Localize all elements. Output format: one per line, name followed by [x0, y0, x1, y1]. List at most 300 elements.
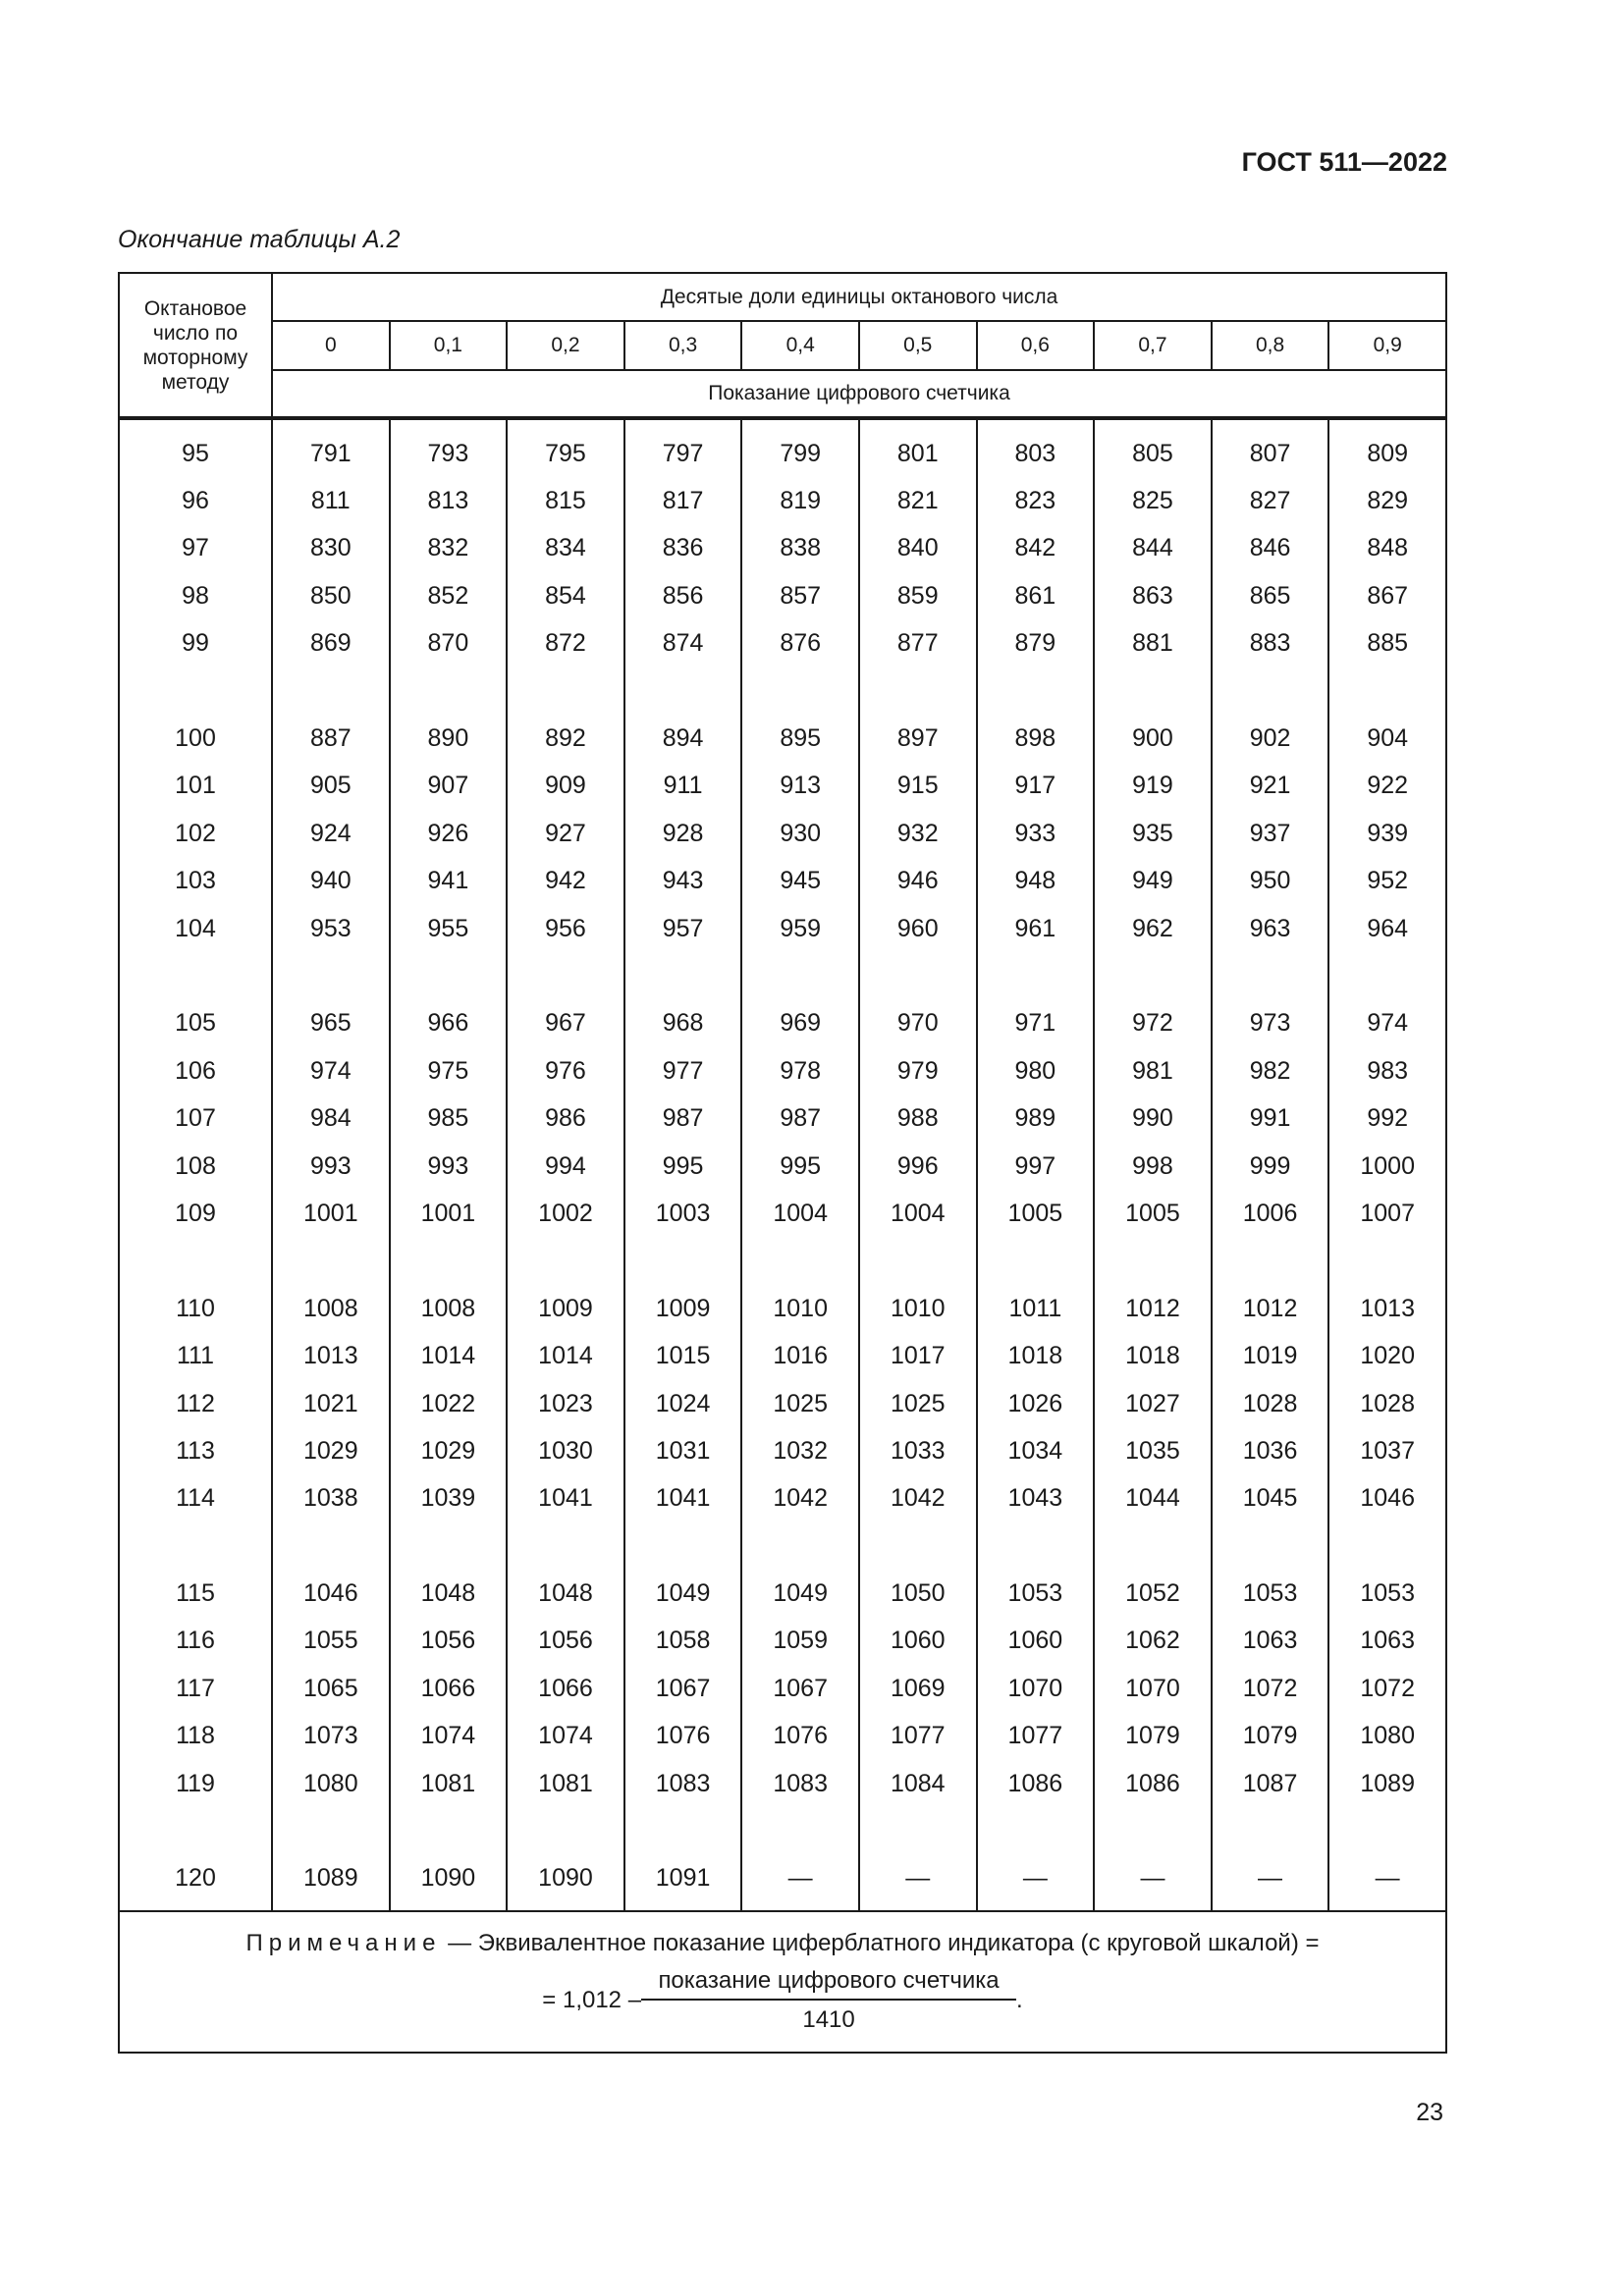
table-row — [119, 525, 1446, 572]
counter-reading-cell: 1065 — [272, 1665, 390, 1712]
octane-number-cell: 98 — [119, 572, 272, 619]
counter-reading-cell: 915 — [859, 763, 977, 810]
counter-reading-cell: 1062 — [1094, 1618, 1212, 1665]
table-row — [119, 1713, 1446, 1760]
counter-reading-cell: 959 — [741, 905, 859, 952]
counter-reading-cell: 974 — [1328, 1000, 1446, 1047]
counter-reading-cell: 900 — [1094, 715, 1212, 762]
counter-reading-cell: 795 — [507, 418, 624, 477]
counter-reading-cell: 1038 — [272, 1475, 390, 1522]
counter-reading-cell: 797 — [624, 418, 742, 477]
counter-reading-cell: 872 — [507, 620, 624, 667]
note-line — [120, 1930, 1445, 1957]
counter-reading-cell: 1063 — [1328, 1618, 1446, 1665]
header-tenth-value: 0,8 — [1212, 321, 1329, 370]
spacer-cell — [507, 952, 624, 999]
octane-number-cell: 120 — [119, 1855, 272, 1911]
counter-reading-cell: 1076 — [741, 1713, 859, 1760]
spacer-cell — [1212, 1522, 1329, 1570]
counter-reading-cell: 834 — [507, 525, 624, 572]
counter-reading-cell: 1012 — [1212, 1285, 1329, 1332]
counter-reading-cell: 1000 — [1328, 1143, 1446, 1190]
counter-reading-cell: 1008 — [272, 1285, 390, 1332]
counter-reading-cell: 991 — [1212, 1095, 1329, 1142]
counter-reading-cell: 1048 — [390, 1570, 508, 1617]
counter-reading-cell: 987 — [741, 1095, 859, 1142]
counter-reading-cell: 865 — [1212, 572, 1329, 619]
table-row — [119, 477, 1446, 524]
counter-reading-cell: 1066 — [507, 1665, 624, 1712]
counter-reading-cell: 1001 — [390, 1190, 508, 1237]
counter-reading-cell: 909 — [507, 763, 624, 810]
octane-number-cell: 103 — [119, 858, 272, 905]
spacer-cell — [390, 952, 508, 999]
counter-reading-cell: 919 — [1094, 763, 1212, 810]
counter-reading-cell: 939 — [1328, 810, 1446, 857]
spacer-cell — [1328, 952, 1446, 999]
counter-reading-cell: 1056 — [390, 1618, 508, 1665]
counter-reading-cell: 815 — [507, 477, 624, 524]
counter-reading-cell: 1087 — [1212, 1760, 1329, 1807]
table-row — [119, 1855, 1446, 1911]
header-tenth-value: 0,7 — [1094, 321, 1212, 370]
spacer-cell — [507, 1238, 624, 1285]
counter-reading-cell: 1045 — [1212, 1475, 1329, 1522]
counter-reading-cell: 892 — [507, 715, 624, 762]
counter-reading-cell: 972 — [1094, 1000, 1212, 1047]
counter-reading-cell: 928 — [624, 810, 742, 857]
counter-reading-cell: 956 — [507, 905, 624, 952]
note-text: — Эквивалентное показание циферблатного индикатора (с круговой шкалой) = — [441, 1930, 1320, 1957]
counter-reading-cell: 981 — [1094, 1047, 1212, 1095]
counter-reading-cell: 1005 — [977, 1190, 1095, 1237]
counter-reading-cell: 982 — [1212, 1047, 1329, 1095]
spacer-cell — [977, 1522, 1095, 1570]
counter-reading-cell: 1015 — [624, 1332, 742, 1379]
counter-reading-cell: 955 — [390, 905, 508, 952]
octane-number-cell: 106 — [119, 1047, 272, 1095]
counter-reading-cell: 791 — [272, 418, 390, 477]
counter-reading-cell: 978 — [741, 1047, 859, 1095]
header-tenth-value: 0,5 — [859, 321, 977, 370]
counter-reading-cell: 1007 — [1328, 1190, 1446, 1237]
table-row — [119, 1665, 1446, 1712]
counter-reading-cell: 1079 — [1094, 1713, 1212, 1760]
counter-reading-cell: 1086 — [1094, 1760, 1212, 1807]
counter-reading-cell: 1091 — [624, 1855, 742, 1911]
counter-reading-cell: 852 — [390, 572, 508, 619]
spacer-cell — [1094, 952, 1212, 999]
counter-reading-cell: 905 — [272, 763, 390, 810]
spacer-cell — [1094, 1522, 1212, 1570]
counter-reading-cell: 859 — [859, 572, 977, 619]
formula-numerator: показание цифрового счетчика — [641, 1967, 1016, 2001]
counter-reading-cell: 976 — [507, 1047, 624, 1095]
table-row — [119, 1285, 1446, 1332]
counter-reading-cell: 832 — [390, 525, 508, 572]
counter-reading-cell: 941 — [390, 858, 508, 905]
counter-reading-cell: 1026 — [977, 1380, 1095, 1427]
counter-reading-cell: 1027 — [1094, 1380, 1212, 1427]
counter-reading-cell: 995 — [741, 1143, 859, 1190]
counter-reading-cell: 1069 — [859, 1665, 977, 1712]
counter-reading-cell: 998 — [1094, 1143, 1212, 1190]
counter-reading-cell: 940 — [272, 858, 390, 905]
counter-reading-cell: 1041 — [507, 1475, 624, 1522]
counter-reading-cell: 838 — [741, 525, 859, 572]
counter-reading-cell: 842 — [977, 525, 1095, 572]
counter-reading-cell: 942 — [507, 858, 624, 905]
counter-reading-cell: 997 — [977, 1143, 1095, 1190]
counter-reading-cell: 913 — [741, 763, 859, 810]
counter-reading-cell: 933 — [977, 810, 1095, 857]
counter-reading-cell: 1060 — [859, 1618, 977, 1665]
table-row — [119, 1095, 1446, 1142]
counter-reading-cell: 830 — [272, 525, 390, 572]
octane-number-cell: 115 — [119, 1570, 272, 1617]
octane-number-cell: 112 — [119, 1380, 272, 1427]
counter-reading-cell: 1039 — [390, 1475, 508, 1522]
counter-reading-cell: 885 — [1328, 620, 1446, 667]
table-row — [119, 1332, 1446, 1379]
octane-number-cell: 114 — [119, 1475, 272, 1522]
counter-reading-cell: 856 — [624, 572, 742, 619]
counter-reading-cell: 1019 — [1212, 1332, 1329, 1379]
counter-reading-cell: 967 — [507, 1000, 624, 1047]
counter-reading-cell: 1011 — [977, 1285, 1095, 1332]
table-row — [119, 418, 1446, 477]
counter-reading-cell: 911 — [624, 763, 742, 810]
table-row — [119, 1475, 1446, 1522]
spacer-cell — [119, 952, 272, 999]
spacer-cell — [1328, 1807, 1446, 1854]
octane-number-cell: 97 — [119, 525, 272, 572]
table-row — [119, 1427, 1446, 1474]
octane-number-cell: 117 — [119, 1665, 272, 1712]
counter-reading-cell: 1018 — [977, 1332, 1095, 1379]
counter-reading-cell: 1021 — [272, 1380, 390, 1427]
counter-reading-cell: — — [1328, 1855, 1446, 1911]
counter-reading-cell: 867 — [1328, 572, 1446, 619]
counter-reading-cell: 869 — [272, 620, 390, 667]
counter-reading-cell: 1013 — [1328, 1285, 1446, 1332]
counter-reading-cell: 1077 — [859, 1713, 977, 1760]
table-row — [119, 715, 1446, 762]
counter-reading-cell: 986 — [507, 1095, 624, 1142]
counter-reading-cell: 793 — [390, 418, 508, 477]
counter-reading-cell: 993 — [390, 1143, 508, 1190]
header-counter-reading: Показание цифрового счетчика — [272, 370, 1446, 418]
header-tenth-value: 0,4 — [741, 321, 859, 370]
counter-reading-cell: 1066 — [390, 1665, 508, 1712]
spacer-cell — [977, 1238, 1095, 1285]
counter-reading-cell: 975 — [390, 1047, 508, 1095]
counter-reading-cell: 993 — [272, 1143, 390, 1190]
counter-reading-cell: 807 — [1212, 418, 1329, 477]
spacer-cell — [624, 1522, 742, 1570]
header-tenths: Десятые доли единицы октанового числа — [272, 273, 1446, 321]
counter-reading-cell: 1063 — [1212, 1618, 1329, 1665]
counter-reading-cell: 1018 — [1094, 1332, 1212, 1379]
group-spacer-row — [119, 667, 1446, 715]
counter-reading-cell: 1089 — [1328, 1760, 1446, 1807]
counter-reading-cell: 819 — [741, 477, 859, 524]
spacer-cell — [859, 667, 977, 715]
counter-reading-cell: 1053 — [1328, 1570, 1446, 1617]
counter-reading-cell: 1052 — [1094, 1570, 1212, 1617]
formula-denominator: 1410 — [802, 2006, 855, 2034]
spacer-cell — [272, 1807, 390, 1854]
counter-reading-cell: 1028 — [1328, 1380, 1446, 1427]
spacer-cell — [272, 667, 390, 715]
counter-reading-cell: 1046 — [272, 1570, 390, 1617]
counter-reading-cell: 1010 — [859, 1285, 977, 1332]
spacer-cell — [859, 1522, 977, 1570]
counter-reading-cell: 854 — [507, 572, 624, 619]
counter-reading-cell: 1055 — [272, 1618, 390, 1665]
counter-reading-cell: 1013 — [272, 1332, 390, 1379]
octane-number-cell: 108 — [119, 1143, 272, 1190]
counter-reading-cell: 1029 — [272, 1427, 390, 1474]
counter-reading-cell: 1049 — [624, 1570, 742, 1617]
spacer-cell — [1212, 1238, 1329, 1285]
counter-reading-cell: 989 — [977, 1095, 1095, 1142]
counter-reading-cell: 1073 — [272, 1713, 390, 1760]
counter-reading-cell: 1042 — [859, 1475, 977, 1522]
counter-reading-cell: 1080 — [272, 1760, 390, 1807]
spacer-cell — [119, 1238, 272, 1285]
counter-reading-cell: 1074 — [390, 1713, 508, 1760]
spacer-cell — [507, 667, 624, 715]
counter-reading-cell: 1022 — [390, 1380, 508, 1427]
octane-number-cell: 105 — [119, 1000, 272, 1047]
spacer-cell — [390, 667, 508, 715]
spacer-cell — [741, 1522, 859, 1570]
counter-reading-cell: 1070 — [977, 1665, 1095, 1712]
table-row — [119, 1760, 1446, 1807]
table-caption: Окончание таблицы А.2 — [118, 226, 401, 253]
counter-reading-cell: 883 — [1212, 620, 1329, 667]
table-row — [119, 620, 1446, 667]
counter-reading-cell: 1060 — [977, 1618, 1095, 1665]
counter-reading-cell: 1067 — [624, 1665, 742, 1712]
counter-reading-cell: 1034 — [977, 1427, 1095, 1474]
counter-reading-cell: 1059 — [741, 1618, 859, 1665]
counter-reading-cell: 995 — [624, 1143, 742, 1190]
table-row — [119, 1618, 1446, 1665]
counter-reading-cell: 821 — [859, 477, 977, 524]
octane-number-cell: 119 — [119, 1760, 272, 1807]
counter-reading-cell: 961 — [977, 905, 1095, 952]
counter-reading-cell: 930 — [741, 810, 859, 857]
octane-number-cell: 101 — [119, 763, 272, 810]
counter-reading-cell: 840 — [859, 525, 977, 572]
counter-reading-cell: 1053 — [977, 1570, 1095, 1617]
counter-reading-cell: 966 — [390, 1000, 508, 1047]
counter-reading-cell: 1084 — [859, 1760, 977, 1807]
octane-number-cell: 109 — [119, 1190, 272, 1237]
counter-reading-cell: 811 — [272, 477, 390, 524]
counter-reading-cell: 1049 — [741, 1570, 859, 1617]
counter-reading-cell: 1001 — [272, 1190, 390, 1237]
formula-prefix: = 1,012 – — [542, 1987, 642, 2014]
counter-reading-cell: 1008 — [390, 1285, 508, 1332]
counter-reading-cell: 874 — [624, 620, 742, 667]
spacer-cell — [859, 1807, 977, 1854]
counter-reading-cell: 904 — [1328, 715, 1446, 762]
octane-number-cell: 99 — [119, 620, 272, 667]
counter-reading-cell: 1074 — [507, 1713, 624, 1760]
counter-reading-cell: 971 — [977, 1000, 1095, 1047]
spacer-cell — [624, 1807, 742, 1854]
spacer-cell — [741, 952, 859, 999]
table-note — [119, 1911, 1446, 2053]
counter-reading-cell: 957 — [624, 905, 742, 952]
counter-reading-cell: 1031 — [624, 1427, 742, 1474]
table-body — [119, 418, 1446, 1911]
group-spacer-row — [119, 952, 1446, 999]
counter-reading-cell: 977 — [624, 1047, 742, 1095]
table-header — [119, 273, 1446, 418]
octane-number-cell: 104 — [119, 905, 272, 952]
counter-reading-cell: 1025 — [859, 1380, 977, 1427]
counter-reading-cell: 857 — [741, 572, 859, 619]
counter-reading-cell: 1014 — [390, 1332, 508, 1379]
counter-reading-cell: 932 — [859, 810, 977, 857]
counter-reading-cell: 937 — [1212, 810, 1329, 857]
counter-reading-cell: 1042 — [741, 1475, 859, 1522]
counter-reading-cell: 1028 — [1212, 1380, 1329, 1427]
counter-reading-cell: 1014 — [507, 1332, 624, 1379]
counter-reading-cell: 1012 — [1094, 1285, 1212, 1332]
spacer-cell — [390, 1522, 508, 1570]
counter-reading-cell: 1030 — [507, 1427, 624, 1474]
counter-reading-cell: 1025 — [741, 1380, 859, 1427]
counter-reading-cell: 990 — [1094, 1095, 1212, 1142]
octane-number-cell: 107 — [119, 1095, 272, 1142]
counter-reading-cell: 844 — [1094, 525, 1212, 572]
counter-reading-cell: 996 — [859, 1143, 977, 1190]
counter-reading-cell: 945 — [741, 858, 859, 905]
counter-reading-cell: 1086 — [977, 1760, 1095, 1807]
counter-reading-cell: 949 — [1094, 858, 1212, 905]
counter-reading-cell: 985 — [390, 1095, 508, 1142]
document-code: ГОСТ 511—2022 — [1241, 147, 1447, 177]
counter-reading-cell: 1035 — [1094, 1427, 1212, 1474]
octane-number-cell: 118 — [119, 1713, 272, 1760]
group-spacer-row — [119, 1238, 1446, 1285]
counter-reading-cell: 1043 — [977, 1475, 1095, 1522]
counter-reading-cell: 973 — [1212, 1000, 1329, 1047]
counter-reading-cell: 863 — [1094, 572, 1212, 619]
counter-reading-cell: 969 — [741, 1000, 859, 1047]
spacer-cell — [272, 1238, 390, 1285]
spacer-cell — [977, 667, 1095, 715]
counter-reading-cell: 1033 — [859, 1427, 977, 1474]
spacer-cell — [977, 1807, 1095, 1854]
counter-reading-cell: 1006 — [1212, 1190, 1329, 1237]
spacer-cell — [507, 1522, 624, 1570]
counter-reading-cell: 827 — [1212, 477, 1329, 524]
counter-reading-cell: 825 — [1094, 477, 1212, 524]
counter-reading-cell: 1004 — [741, 1190, 859, 1237]
counter-reading-cell: 922 — [1328, 763, 1446, 810]
counter-reading-cell: 1016 — [741, 1332, 859, 1379]
counter-reading-cell: 992 — [1328, 1095, 1446, 1142]
counter-reading-cell: 962 — [1094, 905, 1212, 952]
octane-number-cell: 96 — [119, 477, 272, 524]
counter-reading-cell: 979 — [859, 1047, 977, 1095]
spacer-cell — [741, 1238, 859, 1285]
octane-number-cell: 102 — [119, 810, 272, 857]
counter-reading-cell: 1081 — [390, 1760, 508, 1807]
counter-reading-cell: 948 — [977, 858, 1095, 905]
counter-reading-cell: 1003 — [624, 1190, 742, 1237]
spacer-cell — [1328, 1238, 1446, 1285]
octane-number-cell: 116 — [119, 1618, 272, 1665]
page-number: 23 — [1416, 2099, 1443, 2126]
counter-reading-cell: 1037 — [1328, 1427, 1446, 1474]
group-spacer-row — [119, 1522, 1446, 1570]
counter-reading-cell: 921 — [1212, 763, 1329, 810]
counter-reading-cell: 809 — [1328, 418, 1446, 477]
spacer-cell — [859, 952, 977, 999]
counter-reading-cell: 876 — [741, 620, 859, 667]
counter-reading-cell: 1029 — [390, 1427, 508, 1474]
counter-reading-cell: 898 — [977, 715, 1095, 762]
counter-reading-cell: — — [1094, 1855, 1212, 1911]
spacer-cell — [272, 952, 390, 999]
counter-reading-cell: 927 — [507, 810, 624, 857]
counter-reading-cell: 1050 — [859, 1570, 977, 1617]
counter-reading-cell: 1046 — [1328, 1475, 1446, 1522]
spacer-cell — [1328, 667, 1446, 715]
counter-reading-cell: 1044 — [1094, 1475, 1212, 1522]
spacer-cell — [119, 667, 272, 715]
counter-reading-cell: 980 — [977, 1047, 1095, 1095]
counter-reading-cell: 965 — [272, 1000, 390, 1047]
spacer-cell — [624, 667, 742, 715]
counter-reading-cell: 994 — [507, 1143, 624, 1190]
header-octane-number: Октановое число по моторному методу — [119, 273, 272, 418]
counter-reading-cell: 848 — [1328, 525, 1446, 572]
counter-reading-cell: 974 — [272, 1047, 390, 1095]
table-row — [119, 1000, 1446, 1047]
counter-reading-cell: 1058 — [624, 1618, 742, 1665]
table-row — [119, 1190, 1446, 1237]
table-row — [119, 572, 1446, 619]
header-tenth-value: 0,1 — [390, 321, 508, 370]
spacer-cell — [741, 1807, 859, 1854]
octane-number-cell: 110 — [119, 1285, 272, 1332]
counter-reading-cell: 846 — [1212, 525, 1329, 572]
counter-reading-cell: 960 — [859, 905, 977, 952]
counter-reading-cell: 1020 — [1328, 1332, 1446, 1379]
counter-reading-cell: 988 — [859, 1095, 977, 1142]
table-row — [119, 1047, 1446, 1095]
counter-reading-cell: 984 — [272, 1095, 390, 1142]
counter-reading-cell: 1076 — [624, 1713, 742, 1760]
header-tenth-value: 0,9 — [1328, 321, 1446, 370]
spacer-cell — [119, 1807, 272, 1854]
counter-reading-cell: 823 — [977, 477, 1095, 524]
counter-reading-cell: 964 — [1328, 905, 1446, 952]
octane-number-cell: 95 — [119, 418, 272, 477]
counter-reading-cell: 1083 — [741, 1760, 859, 1807]
counter-reading-cell: 970 — [859, 1000, 977, 1047]
spacer-cell — [1212, 667, 1329, 715]
counter-reading-cell: 870 — [390, 620, 508, 667]
